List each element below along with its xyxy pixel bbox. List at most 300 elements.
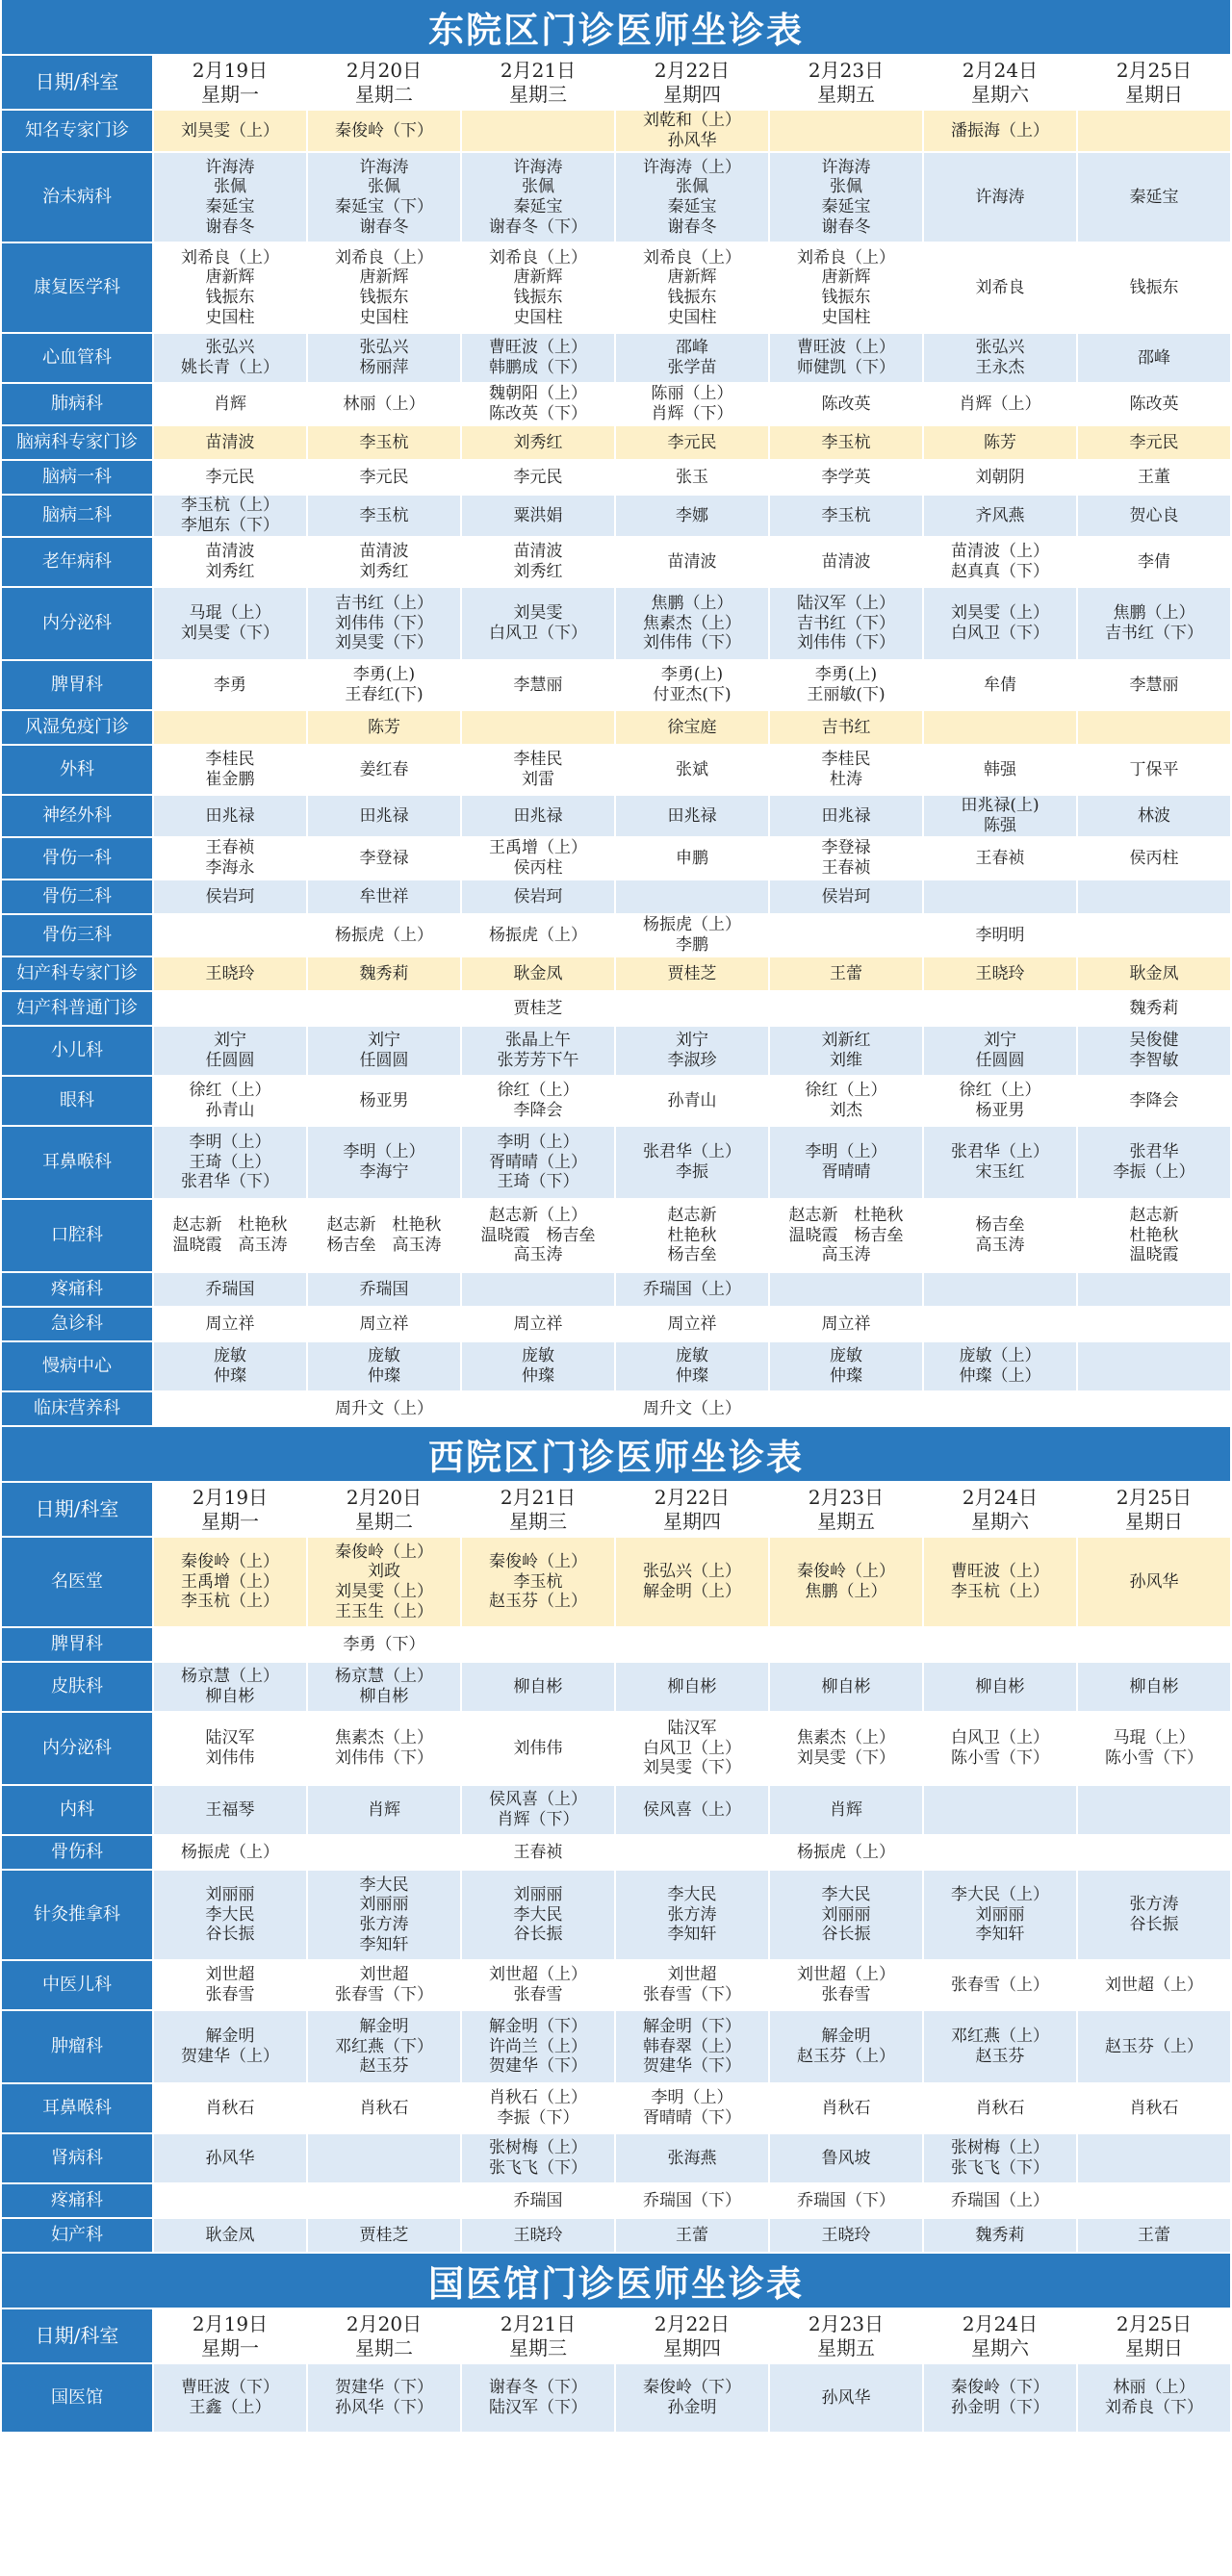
doctor-cell: 吉书红（上） 刘伟伟（下） 刘昊雯（下）: [308, 588, 460, 659]
doctor-cell: 鲁风坡: [770, 2134, 922, 2182]
doctor-cell: 曹旺波（上） 师健凯（下）: [770, 334, 922, 382]
day-header: [154, 56, 306, 109]
doctor-cell: 柳自彬: [616, 1663, 768, 1711]
department-label: 骨伤三科: [2, 915, 152, 956]
doctor-cell: [924, 1836, 1076, 1869]
doctor-cell: 赵志新 杜艳秋 温晓霞: [1078, 1200, 1230, 1271]
doctor-cell: 刘世超 张春雪（下）: [616, 1961, 768, 2009]
doctor-cell: [1078, 1308, 1230, 1340]
doctor-cell: 牟世祥: [308, 880, 460, 913]
doctor-cell: 徐红（上） 李降会: [462, 1077, 614, 1125]
doctor-cell: [770, 1392, 922, 1425]
doctor-cell: 田兆禄: [154, 796, 306, 836]
day-header: [462, 2309, 614, 2362]
doctor-cell: 邓红燕（上） 赵玉芬: [924, 2011, 1076, 2082]
doctor-cell: [1078, 1628, 1230, 1661]
department-label: 骨伤科: [2, 1836, 152, 1869]
doctor-cell: 刘宁 任圆圆: [154, 1027, 306, 1075]
doctor-cell: 吴俊健 李智敏: [1078, 1027, 1230, 1075]
doctor-cell: [462, 1392, 614, 1425]
doctor-cell: 苗清波 刘秀红: [154, 538, 306, 586]
doctor-cell: 李玉杭: [770, 496, 922, 536]
doctor-cell: 刘丽丽 李大民 谷长振: [154, 1871, 306, 1959]
doctor-cell: 丁保平: [1078, 746, 1230, 794]
doctor-cell: 粟洪娟: [462, 496, 614, 536]
doctor-cell: 王福琴: [154, 1786, 306, 1834]
doctor-cell: 李学英: [770, 461, 922, 494]
doctor-cell: 肖辉: [770, 1786, 922, 1834]
doctor-cell: 李勇(上) 王春红(下): [308, 661, 460, 709]
day-weekday: 星期四: [663, 1509, 721, 1533]
doctor-cell: 贺建华（下） 孙风华（下）: [308, 2364, 460, 2432]
doctor-cell: 刘希良: [924, 243, 1076, 332]
doctor-cell: 钱振东: [1078, 243, 1230, 332]
doctor-cell: 孙青山: [616, 1077, 768, 1125]
doctor-cell: [308, 2134, 460, 2182]
doctor-cell: 肖秋石: [770, 2084, 922, 2132]
day-weekday: 星期二: [355, 82, 413, 106]
day-weekday: 星期三: [509, 2335, 567, 2359]
header-date-dept-label: 日期/科室: [2, 56, 152, 109]
doctor-cell: 李倩: [1078, 538, 1230, 586]
doctor-cell: [1078, 915, 1230, 956]
doctor-cell: [616, 1628, 768, 1661]
doctor-cell: 贾桂芝: [616, 957, 768, 990]
doctor-cell: 李桂民 崔金鹏: [154, 746, 306, 794]
day-date: 2月19日: [192, 2311, 269, 2335]
doctor-cell: 肖辉: [308, 1786, 460, 1834]
doctor-cell: 刘世超（上）: [1078, 1961, 1230, 2009]
department-label: 知名专家门诊: [2, 111, 152, 151]
doctor-cell: 刘丽丽 李大民 谷长振: [462, 1871, 614, 1959]
doctor-cell: 苗清波: [616, 538, 768, 586]
doctor-cell: [924, 1308, 1076, 1340]
doctor-cell: 孙风华: [154, 2134, 306, 2182]
doctor-cell: 刘世超（上） 张春雪: [462, 1961, 614, 2009]
doctor-cell: 焦鹏（上） 吉书红（下）: [1078, 588, 1230, 659]
doctor-cell: [154, 992, 306, 1025]
day-header: [924, 1483, 1076, 1536]
doctor-cell: 刘朝阴: [924, 461, 1076, 494]
doctor-cell: 乔瑞国: [154, 1273, 306, 1306]
doctor-cell: 刘希良（上） 唐新辉 钱振东 史国柱: [616, 243, 768, 332]
guo-section-title: 国医馆门诊医师坐诊表: [2, 2254, 1230, 2308]
doctor-cell: 魏秀莉: [1078, 992, 1230, 1025]
doctor-cell: 周立祥: [616, 1308, 768, 1340]
department-label: 针灸推拿科: [2, 1871, 152, 1959]
doctor-cell: 乔瑞国（上）: [924, 2184, 1076, 2217]
day-date: 2月24日: [962, 1485, 1039, 1509]
day-header: [462, 1483, 614, 1536]
doctor-cell: 徐宝庭: [616, 711, 768, 744]
department-label: 内分泌科: [2, 1713, 152, 1784]
header-date-dept-label: 日期/科室: [2, 2309, 152, 2362]
doctor-cell: 刘昊雯（上） 白风卫（下）: [924, 588, 1076, 659]
doctor-cell: 侯岩珂: [462, 880, 614, 913]
doctor-cell: [1078, 1786, 1230, 1834]
doctor-cell: [770, 111, 922, 151]
doctor-cell: 田兆禄: [770, 796, 922, 836]
doctor-cell: 李明（上） 李海宁: [308, 1127, 460, 1198]
doctor-cell: [924, 1628, 1076, 1661]
doctor-cell: [1078, 111, 1230, 151]
doctor-cell: 耿金凤: [1078, 957, 1230, 990]
doctor-cell: 贾桂芝: [462, 992, 614, 1025]
department-label: 脾胃科: [2, 661, 152, 709]
doctor-cell: 李勇(上) 付亚杰(下): [616, 661, 768, 709]
doctor-cell: 周立祥: [154, 1308, 306, 1340]
doctor-cell: 王禹增（上） 侯丙柱: [462, 838, 614, 879]
day-date: 2月20日: [346, 2311, 423, 2335]
doctor-cell: 杨京慧（上） 柳自彬: [308, 1663, 460, 1711]
doctor-cell: 乔瑞国: [308, 1273, 460, 1306]
doctor-cell: [616, 992, 768, 1025]
doctor-cell: 肖秋石: [154, 2084, 306, 2132]
doctor-cell: [770, 1273, 922, 1306]
doctor-cell: 潘振海（上）: [924, 111, 1076, 151]
guoyiguan-schedule-section: [0, 2254, 1232, 2434]
doctor-cell: 张方涛 谷长振: [1078, 1871, 1230, 1959]
day-weekday: 星期日: [1125, 1509, 1183, 1533]
doctor-cell: [1078, 711, 1230, 744]
day-weekday: 星期六: [971, 2335, 1029, 2359]
day-date: 2月25日: [1116, 58, 1193, 82]
doctor-cell: 张弘兴 杨丽萍: [308, 334, 460, 382]
department-label: 急诊科: [2, 1308, 152, 1340]
doctor-cell: 李大民 刘丽丽 张方涛 李知轩: [308, 1871, 460, 1959]
doctor-cell: 林丽（上） 刘希良（下）: [1078, 2364, 1230, 2432]
day-weekday: 星期六: [971, 82, 1029, 106]
department-label: 骨伤一科: [2, 838, 152, 879]
doctor-cell: 李登禄: [308, 838, 460, 879]
doctor-cell: 邵峰 张学苗: [616, 334, 768, 382]
doctor-cell: 许海涛 张佩 秦延宝 谢春冬（下）: [462, 153, 614, 242]
day-date: 2月22日: [654, 2311, 731, 2335]
doctor-cell: 侯岩珂: [770, 880, 922, 913]
doctor-cell: 田兆禄: [462, 796, 614, 836]
day-header: [616, 2309, 768, 2362]
doctor-cell: 李明（上） 胥晴晴: [770, 1127, 922, 1198]
doctor-cell: [1078, 880, 1230, 913]
department-label: 肾病科: [2, 2134, 152, 2182]
day-header: [308, 2309, 460, 2362]
doctor-cell: 谢春冬（下） 陆汉军（下）: [462, 2364, 614, 2432]
doctor-cell: 苗清波: [154, 426, 306, 459]
doctor-cell: 李明（上） 胥晴晴（下）: [616, 2084, 768, 2132]
day-weekday: 星期四: [663, 2335, 721, 2359]
doctor-cell: [154, 915, 306, 956]
doctor-cell: 焦素杰（上） 刘昊雯（下）: [770, 1713, 922, 1784]
doctor-cell: 庞敏 仲璨: [462, 1342, 614, 1390]
day-date: 2月21日: [500, 2311, 577, 2335]
doctor-cell: [1078, 1342, 1230, 1390]
doctor-cell: 马琨（上） 刘昊雯（下）: [154, 588, 306, 659]
department-label: 脾胃科: [2, 1628, 152, 1661]
doctor-cell: 李娜: [616, 496, 768, 536]
doctor-cell: 陆汉军 刘伟伟: [154, 1713, 306, 1784]
department-label: 内科: [2, 1786, 152, 1834]
day-weekday: 星期日: [1125, 2335, 1183, 2359]
doctor-cell: 王晓玲: [770, 2219, 922, 2252]
doctor-cell: 苗清波 刘秀红: [462, 538, 614, 586]
department-label: 疼痛科: [2, 2184, 152, 2217]
doctor-cell: 刘希良（上） 唐新辉 钱振东 史国柱: [770, 243, 922, 332]
department-label: 风湿免疫门诊: [2, 711, 152, 744]
doctor-cell: [308, 1836, 460, 1869]
doctor-cell: 张君华（上） 李振: [616, 1127, 768, 1198]
doctor-cell: 张玉: [616, 461, 768, 494]
doctor-cell: 田兆禄(上) 陈强: [924, 796, 1076, 836]
doctor-cell: 李勇: [154, 661, 306, 709]
doctor-cell: 柳自彬: [462, 1663, 614, 1711]
doctor-cell: 刘宁 任圆圆: [308, 1027, 460, 1075]
doctor-cell: 侯风喜（上） 肖辉（下）: [462, 1786, 614, 1834]
department-label: 肿瘤科: [2, 2011, 152, 2082]
department-label: 妇产科普通门诊: [2, 992, 152, 1025]
doctor-cell: [462, 111, 614, 151]
doctor-cell: 李慧丽: [462, 661, 614, 709]
doctor-cell: 张弘兴（上） 解金明（上）: [616, 1538, 768, 1626]
doctor-cell: 肖秋石: [308, 2084, 460, 2132]
day-date: 2月23日: [808, 58, 885, 82]
doctor-cell: 刘宁 李淑珍: [616, 1027, 768, 1075]
doctor-cell: 秦俊岭（下） 孙金明（下）: [924, 2364, 1076, 2432]
doctor-cell: 解金明 贺建华（上）: [154, 2011, 306, 2082]
doctor-cell: 解金明 赵玉芬（上）: [770, 2011, 922, 2082]
department-label: 口腔科: [2, 1200, 152, 1271]
doctor-cell: 杨亚男: [308, 1077, 460, 1125]
doctor-cell: 刘宁 任圆圆: [924, 1027, 1076, 1075]
doctor-cell: 庞敏 仲璨: [308, 1342, 460, 1390]
doctor-cell: 肖秋石: [924, 2084, 1076, 2132]
doctor-cell: [924, 711, 1076, 744]
doctor-cell: 乔瑞国（下）: [616, 2184, 768, 2217]
doctor-cell: 田兆禄: [308, 796, 460, 836]
doctor-cell: 赵玉芬（上）: [1078, 2011, 1230, 2082]
department-label: 慢病中心: [2, 1342, 152, 1390]
day-weekday: 星期五: [817, 82, 875, 106]
day-header: [616, 56, 768, 109]
doctor-cell: 李桂民 杜涛: [770, 746, 922, 794]
doctor-cell: 李明明: [924, 915, 1076, 956]
doctor-cell: 张君华 李振（上）: [1078, 1127, 1230, 1198]
day-date: 2月20日: [346, 58, 423, 82]
day-date: 2月21日: [500, 1485, 577, 1509]
doctor-cell: 刘世超 张春雪: [154, 1961, 306, 2009]
doctor-cell: 肖秋石（上） 李振（下）: [462, 2084, 614, 2132]
doctor-cell: 王董: [1078, 461, 1230, 494]
day-weekday: 星期二: [355, 2335, 413, 2359]
doctor-cell: 徐红（上） 刘杰: [770, 1077, 922, 1125]
day-header: [1078, 2309, 1230, 2362]
doctor-cell: 吉书红: [770, 711, 922, 744]
doctor-cell: [924, 992, 1076, 1025]
doctor-cell: 李元民: [616, 426, 768, 459]
day-weekday: 星期二: [355, 1509, 413, 1533]
day-header: [616, 1483, 768, 1536]
doctor-cell: 张树梅（上） 张飞飞（下）: [924, 2134, 1076, 2182]
doctor-cell: 李明（上） 胥晴晴（上） 王琦（下）: [462, 1127, 614, 1198]
department-label: 临床营养科: [2, 1392, 152, 1425]
doctor-cell: 许海涛（上） 张佩 秦延宝 谢春冬: [616, 153, 768, 242]
doctor-cell: 侯岩珂: [154, 880, 306, 913]
doctor-cell: [924, 880, 1076, 913]
doctor-cell: 焦素杰（上） 刘伟伟（下）: [308, 1713, 460, 1784]
doctor-cell: 陈改英: [770, 384, 922, 424]
doctor-cell: 李元民: [154, 461, 306, 494]
day-weekday: 星期一: [201, 1509, 259, 1533]
doctor-cell: 苗清波: [770, 538, 922, 586]
doctor-cell: 周立祥: [462, 1308, 614, 1340]
doctor-cell: 李勇(上) 王丽敏(下): [770, 661, 922, 709]
day-header: [770, 2309, 922, 2362]
doctor-cell: 苗清波 刘秀红: [308, 538, 460, 586]
department-label: 心血管科: [2, 334, 152, 382]
doctor-cell: 齐风燕: [924, 496, 1076, 536]
doctor-cell: 孙风华: [770, 2364, 922, 2432]
department-label: 皮肤科: [2, 1663, 152, 1711]
doctor-cell: [154, 711, 306, 744]
day-date: 2月25日: [1116, 1485, 1193, 1509]
doctor-cell: [1078, 2184, 1230, 2217]
department-label: 老年病科: [2, 538, 152, 586]
department-label: 外科: [2, 746, 152, 794]
east-section-title: 东院区门诊医师坐诊表: [2, 0, 1230, 54]
doctor-cell: 李大民 刘丽丽 谷长振: [770, 1871, 922, 1959]
day-weekday: 星期五: [817, 1509, 875, 1533]
doctor-cell: [1078, 1273, 1230, 1306]
doctor-cell: 李玉杭（上） 李旭东（下）: [154, 496, 306, 536]
day-weekday: 星期六: [971, 1509, 1029, 1533]
doctor-cell: 刘世超（上） 张春雪: [770, 1961, 922, 2009]
doctor-cell: 刘伟伟: [462, 1713, 614, 1784]
day-date: 2月22日: [654, 58, 731, 82]
doctor-cell: 李元民: [462, 461, 614, 494]
day-header: [770, 1483, 922, 1536]
doctor-cell: 徐红（上） 杨亚男: [924, 1077, 1076, 1125]
department-label: 疼痛科: [2, 1273, 152, 1306]
day-date: 2月19日: [192, 58, 269, 82]
department-label: 内分泌科: [2, 588, 152, 659]
doctor-cell: [462, 1628, 614, 1661]
doctor-cell: 李降会: [1078, 1077, 1230, 1125]
day-header: [154, 2309, 306, 2362]
day-header: [1078, 1483, 1230, 1536]
doctor-cell: [462, 1273, 614, 1306]
doctor-cell: 陆汉军 白风卫（上） 刘昊雯（下）: [616, 1713, 768, 1784]
doctor-cell: 庞敏 仲璨: [616, 1342, 768, 1390]
doctor-cell: 曹旺波（上） 韩鹏成（下）: [462, 334, 614, 382]
doctor-cell: [308, 992, 460, 1025]
doctor-cell: [154, 1392, 306, 1425]
doctor-cell: 刘希良（上） 唐新辉 钱振东 史国柱: [462, 243, 614, 332]
day-weekday: 星期日: [1125, 82, 1183, 106]
doctor-cell: 刘秀红: [462, 426, 614, 459]
doctor-cell: 周升文（上）: [616, 1392, 768, 1425]
doctor-cell: 赵志新 杜艳秋 温晓霞 杨吉垒 高玉涛: [770, 1200, 922, 1271]
doctor-cell: 耿金凤: [462, 957, 614, 990]
doctor-cell: 徐红（上） 孙青山: [154, 1077, 306, 1125]
doctor-cell: 杨振虎（上）: [462, 915, 614, 956]
doctor-cell: 王蕾: [616, 2219, 768, 2252]
doctor-cell: 柳自彬: [770, 1663, 922, 1711]
doctor-cell: 许海涛 张佩 秦延宝（下） 谢春冬: [308, 153, 460, 242]
doctor-cell: 王蕾: [1078, 2219, 1230, 2252]
doctor-cell: 张晶上午 张芳芳下午: [462, 1027, 614, 1075]
doctor-cell: 秦俊岭（下）: [308, 111, 460, 151]
doctor-cell: [154, 2184, 306, 2217]
doctor-cell: [924, 1392, 1076, 1425]
doctor-cell: 王晓玲: [462, 2219, 614, 2252]
doctor-cell: 秦俊岭（上） 焦鹏（上）: [770, 1538, 922, 1626]
doctor-cell: 李玉杭: [308, 496, 460, 536]
doctor-cell: 赵志新 杜艳秋 杨吉垒: [616, 1200, 768, 1271]
doctor-cell: 焦鹏（上） 焦素杰（上） 刘伟伟（下）: [616, 588, 768, 659]
doctor-cell: 秦俊岭（下） 孙金明: [616, 2364, 768, 2432]
doctor-cell: 张君华（上） 宋玉红: [924, 1127, 1076, 1198]
doctor-cell: 许海涛: [924, 153, 1076, 242]
department-label: 治未病科: [2, 153, 152, 242]
doctor-cell: 孙风华: [1078, 1538, 1230, 1626]
doctor-cell: 刘希良（上） 唐新辉 钱振东 史国柱: [154, 243, 306, 332]
doctor-cell: 刘昊雯（上）: [154, 111, 306, 151]
doctor-cell: 邵峰: [1078, 334, 1230, 382]
day-header: [770, 56, 922, 109]
doctor-cell: 乔瑞国: [462, 2184, 614, 2217]
doctor-cell: 牟倩: [924, 661, 1076, 709]
day-weekday: 星期五: [817, 2335, 875, 2359]
doctor-cell: [462, 711, 614, 744]
doctor-cell: 李桂民 刘雷: [462, 746, 614, 794]
department-label: 眼科: [2, 1077, 152, 1125]
doctor-cell: 张弘兴 王永杰: [924, 334, 1076, 382]
doctor-cell: [770, 1628, 922, 1661]
department-label: 小儿科: [2, 1027, 152, 1075]
doctor-cell: [1078, 1392, 1230, 1425]
department-label: 神经外科: [2, 796, 152, 836]
day-weekday: 星期一: [201, 2335, 259, 2359]
doctor-cell: 王春祯 李海永: [154, 838, 306, 879]
doctor-cell: 王晓玲: [924, 957, 1076, 990]
day-weekday: 星期一: [201, 82, 259, 106]
doctor-cell: 庞敏 仲璨: [770, 1342, 922, 1390]
day-date: 2月25日: [1116, 2311, 1193, 2335]
doctor-cell: 秦俊岭（上） 李玉杭 赵玉芬（上）: [462, 1538, 614, 1626]
doctor-cell: 魏秀莉: [308, 957, 460, 990]
department-label: 名医堂: [2, 1538, 152, 1626]
doctor-cell: 刘昊雯 白风卫（下）: [462, 588, 614, 659]
doctor-cell: 张海燕: [616, 2134, 768, 2182]
doctor-cell: 解金明（下） 许尚兰（上） 贺建华（下）: [462, 2011, 614, 2082]
doctor-cell: 李登禄 王春祯: [770, 838, 922, 879]
doctor-cell: 张斌: [616, 746, 768, 794]
day-header: [462, 56, 614, 109]
west-section-title: 西院区门诊医师坐诊表: [2, 1427, 1230, 1481]
doctor-cell: 周立祥: [308, 1308, 460, 1340]
department-label: 脑病一科: [2, 461, 152, 494]
doctor-cell: 魏朝阳（上） 陈改英（下）: [462, 384, 614, 424]
doctor-cell: 肖辉: [154, 384, 306, 424]
doctor-cell: 秦俊岭（上） 刘政 刘昊雯（上） 王玉生（上）: [308, 1538, 460, 1626]
doctor-cell: 刘新红 刘维: [770, 1027, 922, 1075]
doctor-cell: 杨京慧（上） 柳自彬: [154, 1663, 306, 1711]
doctor-cell: [308, 2184, 460, 2217]
doctor-cell: 侯丙柱: [1078, 838, 1230, 879]
doctor-cell: 魏秀莉: [924, 2219, 1076, 2252]
doctor-cell: 杨振虎（上）: [308, 915, 460, 956]
doctor-cell: 张树梅（上） 张飞飞（下）: [462, 2134, 614, 2182]
doctor-cell: 王春祯: [924, 838, 1076, 879]
